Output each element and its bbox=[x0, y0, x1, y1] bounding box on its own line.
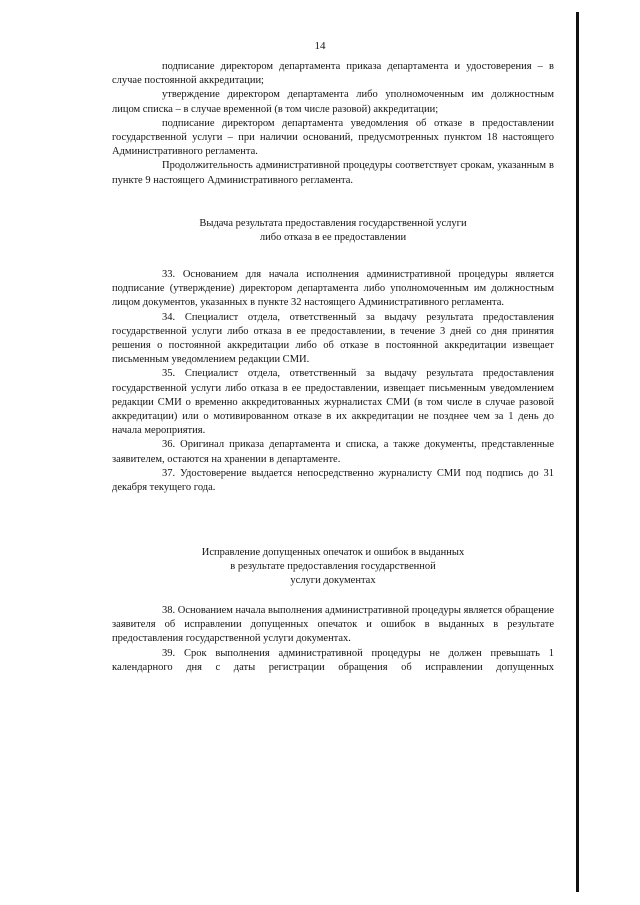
accreditation-actions-block bbox=[112, 60, 554, 188]
section-heading-issuance bbox=[112, 217, 554, 245]
clause-39: 39. Срок выполнения административной процедуры не должен превышать 1 календарного дня с даты регистрации обращения об исправлении допущенных bbox=[112, 647, 554, 673]
heading-line: в результате предоставления государственной bbox=[230, 561, 436, 573]
heading-line: услуги документах bbox=[290, 575, 376, 587]
paragraph: подписание директором департамента приказа департамента и удостоверения – в случае постоянной аккредитации; bbox=[112, 61, 554, 87]
page-edge-line bbox=[576, 12, 579, 892]
paragraph: Продолжительность административной процедуры соответствует срокам, указанным в пункте 9 настоящего Административного регламента. bbox=[112, 160, 554, 186]
page-number: 14 bbox=[314, 40, 326, 52]
heading-line: либо отказа в ее предоставлении bbox=[259, 232, 407, 244]
paragraph: утверждение директором департамента либо уполномоченным им должностным лицом списка – в случае временной (в том числе разовой) аккредитации; bbox=[112, 89, 554, 115]
clause-37: 37. Удостоверение выдается непосредственно журналисту СМИ под подпись до 31 декабря текущего года. bbox=[112, 467, 554, 494]
heading-line: Исправление допущенных опечаток и ошибок в выданных bbox=[201, 547, 465, 558]
clause-35: 35. Специалист отдела, ответственный за выдачу результата предоставления государственной услуги либо отказа в ее предоставлении, извещает письменным уведомлением редакции СМИ о временно аккредитованных журналистах СМИ (в том числе в случае разовой аккредитации) или о мотивированном отказе в их аккредитации не позднее чем за 1 день до начала мероприятия. bbox=[112, 368, 554, 437]
paragraph: подписание директором департамента уведомления об отказе в предоставлении государственной услуги – при наличии оснований, предусмотренных пунктом 18 настоящего Административного регламента. bbox=[112, 117, 554, 158]
heading-line: Выдача результата предоставления государственной услуги bbox=[199, 218, 467, 229]
issuance-clauses-block bbox=[112, 268, 554, 495]
clause-38: 38. Основанием начала выполнения административной процедуры является обращение заявителя об исправлении допущенных опечаток и ошибок в выданных в результате предоставления государственной услуги документах. bbox=[112, 605, 554, 645]
clause-33: 33. Основанием для начала исполнения административной процедуры является подписание (утверждение) директором департамента либо уполномоченным им должностным лицом документов, указанных в пункте 32 настоящего Административного регламента. bbox=[112, 269, 554, 309]
section-heading-corrections bbox=[112, 546, 554, 589]
corrections-clauses-block bbox=[112, 604, 554, 675]
clause-34: 34. Специалист отдела, ответственный за выдачу результата предоставления государственной услуги либо отказа в ее предоставлении, в течение 3 дней со дня принятия решения о постоянной аккредитации либо об отказе в постоянной аккредитации извещает письменным уведомлением редакции СМИ. bbox=[112, 311, 554, 366]
clause-36: 36. Оригинал приказа департамента и списка, а также документы, представленные заявителем, остаются на хранении в департаменте. bbox=[112, 439, 554, 465]
